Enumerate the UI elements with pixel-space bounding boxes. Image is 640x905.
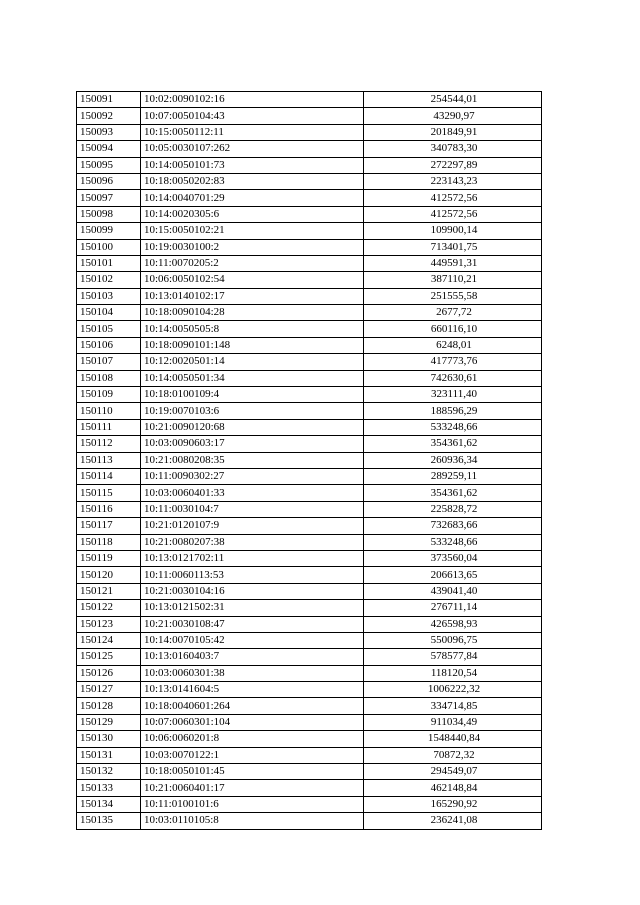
table-row [77, 468, 542, 484]
amount-cell: 713401,75 [364, 239, 542, 255]
row-number-cell: 150119 [77, 550, 141, 566]
row-number-cell: 150111 [77, 419, 141, 435]
table-row [77, 567, 542, 583]
amount-cell: 206613,65 [364, 567, 542, 583]
cadastral-number-cell: 10:18:0100109:4 [141, 387, 364, 403]
cadastral-number-cell: 10:13:0121502:31 [141, 600, 364, 616]
table-row [77, 747, 542, 763]
row-number-cell: 150112 [77, 436, 141, 452]
row-number-cell: 150117 [77, 518, 141, 534]
table-row [77, 305, 542, 321]
amount-cell: 449591,31 [364, 255, 542, 271]
amount-cell: 412572,56 [364, 190, 542, 206]
row-number-cell: 150102 [77, 272, 141, 288]
row-number-cell: 150095 [77, 157, 141, 173]
cadastral-number-cell: 10:21:0090120:68 [141, 419, 364, 435]
amount-cell: 201849,91 [364, 124, 542, 140]
row-number-cell: 150131 [77, 747, 141, 763]
row-number-cell: 150126 [77, 665, 141, 681]
row-number-cell: 150099 [77, 223, 141, 239]
amount-cell: 550096,75 [364, 632, 542, 648]
amount-cell: 289259,11 [364, 468, 542, 484]
table-row [77, 337, 542, 353]
amount-cell: 354361,62 [364, 485, 542, 501]
table-row [77, 157, 542, 173]
amount-cell: 6248,01 [364, 337, 542, 353]
table-row [77, 190, 542, 206]
amount-cell: 236241,08 [364, 813, 542, 829]
amount-cell: 373560,04 [364, 550, 542, 566]
amount-cell: 260936,34 [364, 452, 542, 468]
data-table [76, 91, 542, 830]
row-number-cell: 150110 [77, 403, 141, 419]
row-number-cell: 150134 [77, 796, 141, 812]
cadastral-number-cell: 10:18:0050101:45 [141, 764, 364, 780]
cadastral-number-cell: 10:14:0020305:6 [141, 206, 364, 222]
row-number-cell: 150109 [77, 387, 141, 403]
table-row [77, 632, 542, 648]
cadastral-number-cell: 10:18:0040601:264 [141, 698, 364, 714]
cadastral-number-cell: 10:03:0090603:17 [141, 436, 364, 452]
cadastral-number-cell: 10:14:0050501:34 [141, 370, 364, 386]
table-row [77, 141, 542, 157]
amount-cell: 533248,66 [364, 534, 542, 550]
cadastral-number-cell: 10:14:0040701:29 [141, 190, 364, 206]
table-row [77, 354, 542, 370]
row-number-cell: 150114 [77, 468, 141, 484]
table-row [77, 649, 542, 665]
table-row [77, 124, 542, 140]
row-number-cell: 150093 [77, 124, 141, 140]
table-row [77, 436, 542, 452]
cadastral-number-cell: 10:14:0050101:73 [141, 157, 364, 173]
cadastral-number-cell: 10:21:0060401:17 [141, 780, 364, 796]
table-row [77, 518, 542, 534]
cadastral-number-cell: 10:13:0140102:17 [141, 288, 364, 304]
row-number-cell: 150100 [77, 239, 141, 255]
table-row [77, 272, 542, 288]
table-row [77, 534, 542, 550]
amount-cell: 109900,14 [364, 223, 542, 239]
cadastral-number-cell: 10:11:0070205:2 [141, 255, 364, 271]
table-row [77, 206, 542, 222]
cadastral-number-cell: 10:18:0050202:83 [141, 173, 364, 189]
table-row [77, 583, 542, 599]
amount-cell: 2677,72 [364, 305, 542, 321]
cadastral-number-cell: 10:11:0090302:27 [141, 468, 364, 484]
row-number-cell: 150129 [77, 714, 141, 730]
cadastral-number-cell: 10:13:0141604:5 [141, 682, 364, 698]
amount-cell: 462148,84 [364, 780, 542, 796]
cadastral-number-cell: 10:21:0080207:38 [141, 534, 364, 550]
cadastral-number-cell: 10:19:0030100:2 [141, 239, 364, 255]
table-row [77, 485, 542, 501]
row-number-cell: 150124 [77, 632, 141, 648]
cadastral-number-cell: 10:07:0060301:104 [141, 714, 364, 730]
cadastral-number-cell: 10:14:0070105:42 [141, 632, 364, 648]
amount-cell: 43290,97 [364, 108, 542, 124]
amount-cell: 412572,56 [364, 206, 542, 222]
amount-cell: 732683,66 [364, 518, 542, 534]
amount-cell: 533248,66 [364, 419, 542, 435]
amount-cell: 323111,40 [364, 387, 542, 403]
row-number-cell: 150105 [77, 321, 141, 337]
amount-cell: 188596,29 [364, 403, 542, 419]
table-row [77, 698, 542, 714]
cadastral-number-cell: 10:05:0030107:262 [141, 141, 364, 157]
cadastral-number-cell: 10:21:0030108:47 [141, 616, 364, 632]
amount-cell: 276711,14 [364, 600, 542, 616]
cadastral-number-cell: 10:03:0070122:1 [141, 747, 364, 763]
cadastral-number-cell: 10:12:0020501:14 [141, 354, 364, 370]
cadastral-number-cell: 10:03:0110105:8 [141, 813, 364, 829]
table-row [77, 764, 542, 780]
row-number-cell: 150132 [77, 764, 141, 780]
table-row [77, 239, 542, 255]
cadastral-number-cell: 10:21:0120107:9 [141, 518, 364, 534]
table-row [77, 403, 542, 419]
table-row [77, 419, 542, 435]
cadastral-number-cell: 10:19:0070103:6 [141, 403, 364, 419]
amount-cell: 165290,92 [364, 796, 542, 812]
cadastral-number-cell: 10:21:0030104:16 [141, 583, 364, 599]
table-row [77, 92, 542, 108]
amount-cell: 251555,58 [364, 288, 542, 304]
row-number-cell: 150103 [77, 288, 141, 304]
row-number-cell: 150125 [77, 649, 141, 665]
table-row [77, 387, 542, 403]
row-number-cell: 150121 [77, 583, 141, 599]
cadastral-number-cell: 10:18:0090104:28 [141, 305, 364, 321]
table-row [77, 714, 542, 730]
cadastral-number-cell: 10:06:0060201:8 [141, 731, 364, 747]
row-number-cell: 150101 [77, 255, 141, 271]
amount-cell: 334714,85 [364, 698, 542, 714]
table-row [77, 796, 542, 812]
row-number-cell: 150106 [77, 337, 141, 353]
table-row [77, 321, 542, 337]
amount-cell: 70872,32 [364, 747, 542, 763]
amount-cell: 439041,40 [364, 583, 542, 599]
cadastral-number-cell: 10:11:0100101:6 [141, 796, 364, 812]
row-number-cell: 150130 [77, 731, 141, 747]
row-number-cell: 150133 [77, 780, 141, 796]
cadastral-number-cell: 10:11:0060113:53 [141, 567, 364, 583]
table-row [77, 600, 542, 616]
amount-cell: 118120,54 [364, 665, 542, 681]
cadastral-number-cell: 10:07:0050104:43 [141, 108, 364, 124]
table-row [77, 501, 542, 517]
table-body [77, 92, 542, 830]
cadastral-number-cell: 10:15:0050112:11 [141, 124, 364, 140]
table-row [77, 813, 542, 829]
row-number-cell: 150120 [77, 567, 141, 583]
row-number-cell: 150097 [77, 190, 141, 206]
amount-cell: 354361,62 [364, 436, 542, 452]
row-number-cell: 150107 [77, 354, 141, 370]
amount-cell: 223143,23 [364, 173, 542, 189]
table-row [77, 108, 542, 124]
cadastral-number-cell: 10:15:0050102:21 [141, 223, 364, 239]
cadastral-number-cell: 10:18:0090101:148 [141, 337, 364, 353]
amount-cell: 387110,21 [364, 272, 542, 288]
amount-cell: 254544,01 [364, 92, 542, 108]
amount-cell: 417773,76 [364, 354, 542, 370]
amount-cell: 340783,30 [364, 141, 542, 157]
amount-cell: 742630,61 [364, 370, 542, 386]
amount-cell: 272297,89 [364, 157, 542, 173]
cadastral-number-cell: 10:21:0080208:35 [141, 452, 364, 468]
cadastral-number-cell: 10:03:0060301:38 [141, 665, 364, 681]
table-row [77, 288, 542, 304]
amount-cell: 1548440,84 [364, 731, 542, 747]
amount-cell: 225828,72 [364, 501, 542, 517]
cadastral-number-cell: 10:14:0050505:8 [141, 321, 364, 337]
table-row [77, 173, 542, 189]
amount-cell: 911034,49 [364, 714, 542, 730]
cadastral-number-cell: 10:13:0121702:11 [141, 550, 364, 566]
amount-cell: 578577,84 [364, 649, 542, 665]
row-number-cell: 150091 [77, 92, 141, 108]
cadastral-number-cell: 10:11:0030104:7 [141, 501, 364, 517]
row-number-cell: 150128 [77, 698, 141, 714]
row-number-cell: 150104 [77, 305, 141, 321]
cadastral-number-cell: 10:02:0090102:16 [141, 92, 364, 108]
cadastral-number-cell: 10:13:0160403:7 [141, 649, 364, 665]
row-number-cell: 150108 [77, 370, 141, 386]
table-row [77, 682, 542, 698]
row-number-cell: 150116 [77, 501, 141, 517]
table-row [77, 665, 542, 681]
row-number-cell: 150122 [77, 600, 141, 616]
table-row [77, 223, 542, 239]
row-number-cell: 150113 [77, 452, 141, 468]
row-number-cell: 150118 [77, 534, 141, 550]
row-number-cell: 150096 [77, 173, 141, 189]
row-number-cell: 150094 [77, 141, 141, 157]
table-row [77, 370, 542, 386]
row-number-cell: 150115 [77, 485, 141, 501]
amount-cell: 426598,93 [364, 616, 542, 632]
cadastral-number-cell: 10:03:0060401:33 [141, 485, 364, 501]
amount-cell: 660116,10 [364, 321, 542, 337]
row-number-cell: 150098 [77, 206, 141, 222]
table-row [77, 731, 542, 747]
table-row [77, 616, 542, 632]
amount-cell: 1006222,32 [364, 682, 542, 698]
row-number-cell: 150123 [77, 616, 141, 632]
cadastral-number-cell: 10:06:0050102:54 [141, 272, 364, 288]
row-number-cell: 150092 [77, 108, 141, 124]
row-number-cell: 150127 [77, 682, 141, 698]
table-row [77, 255, 542, 271]
amount-cell: 294549,07 [364, 764, 542, 780]
table-row [77, 550, 542, 566]
row-number-cell: 150135 [77, 813, 141, 829]
table-row [77, 780, 542, 796]
table-row [77, 452, 542, 468]
